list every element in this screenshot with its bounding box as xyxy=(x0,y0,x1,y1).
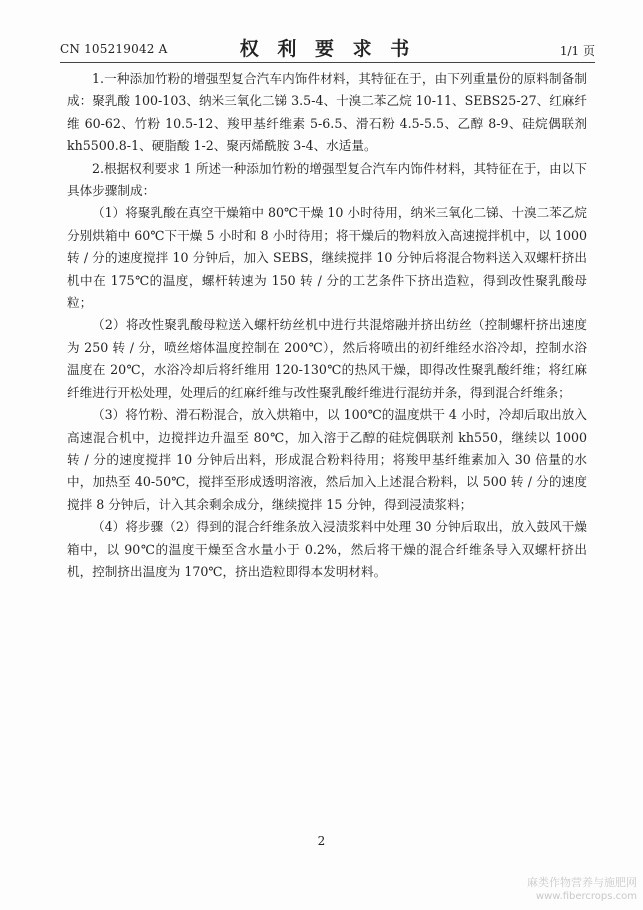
document-number: CN 105219042 A xyxy=(60,42,168,56)
watermark-name: 麻类作物营养与施肥网 xyxy=(527,876,637,889)
watermark-url: www.fibercrops.com xyxy=(535,891,637,902)
claim-1: 1.一种添加竹粉的增强型复合汽车内饰件材料，其特征在于，由下列重量份的原料制备制成：聚乳酸 100-103、纳米三氧化二锑 3.5-4、十溴二苯乙烷 10-11、SEBS25-27、红麻纤维 60-62、竹粉 10.5-12、羧甲基纤维素 5-6.5、滑石粉 4.5-5.5、乙醇 8-9、硅烷偶联剂 kh5500.8-1、硬脂酸 1-2、聚丙烯酰胺 3-4、水适量。 xyxy=(67,71,587,154)
claim-2: 2.根据权利要求 1 所述一种添加竹粉的增强型复合汽车内饰件材料，其特征在于，由以下具体步骤制成： xyxy=(67,160,587,199)
header-divider xyxy=(60,62,595,63)
claim-2-step-4: （4）将步骤（2）得到的混合纤维条放入浸渍浆料中处理 30 分钟后取出，放入鼓风干燥箱中，以 90℃的温度干燥至含水量小于 0.2%，然后将干燥的混合纤维条导入双螺杆挤出机，控制挤出温度为 170℃，挤出造粒即得本发明材料。 xyxy=(67,519,587,579)
claims-body xyxy=(67,68,587,583)
claim-2-step-1: （1）将聚乳酸在真空干燥箱中 80℃干燥 10 小时待用，纳米三氧化二锑、十溴二苯乙烷分别烘箱中 60℃下干燥 5 小时和 8 小时待用；将干燥后的物料放入高速搅拌机中，以 1000 转 / 分的速度搅拌 10 分钟后，加入 SEBS，继续搅拌 10 分钟后将混合物料送入双螺杆挤出机中在 175℃的温度，螺杆转速为 150 转 / 分的工艺条件下挤出造粒，得到改性聚乳酸母粒； xyxy=(67,205,587,311)
page-count: 1/1 页 xyxy=(559,44,595,58)
claim-2-step-2: （2）将改性聚乳酸母粒送入螺杆纺丝机中进行共混熔融并挤出纺丝（控制螺杆挤出速度为 250 转 / 分，喷丝熔体温度控制在 200℃），然后将喷出的初纤维经水浴冷却，控制水浴温度在 20℃，水浴冷却后将纤维用 120-130℃的热风干燥，即得改性聚乳酸纤维；将红麻纤维进行开松处理，处理后的红麻纤维与改性聚乳酸纤维进行混纺并条，得到混合纤维条； xyxy=(67,317,587,400)
document-title: 权 利 要 求 书 xyxy=(239,38,416,60)
page-number: 2 xyxy=(317,834,326,848)
claim-2-step-3: （3）将竹粉、滑石粉混合，放入烘箱中，以 100℃的温度烘干 4 小时，冷却后取出放入高速混合机中，边搅拌边升温至 80℃，加入溶于乙醇的硅烷偶联剂 kh550，继续以 1000 转 / 分的速度搅拌 10 分钟后出料，形成混合粉料待用；将羧甲基纤维素加入 30 倍量的水中，加热至 40-50℃，搅拌至形成透明溶液，然后加入上述混合粉料，以 500 转 / 分的速度搅拌 8 分钟后，计入其余剩余成分，继续搅拌 15 分钟，得到浸渍浆料； xyxy=(67,407,587,512)
page-header xyxy=(60,30,595,66)
site-watermark xyxy=(527,876,637,904)
